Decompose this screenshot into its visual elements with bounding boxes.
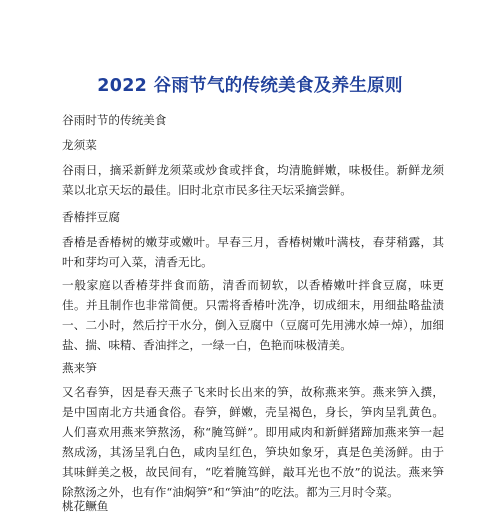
page-title: 2022 谷雨节气的传统美食及养生原则 — [97, 76, 403, 96]
section-heading-xiangchun: 香椿拌豆腐 — [62, 210, 120, 224]
section-heading-yanlaisun: 燕来笋 — [62, 361, 97, 375]
paragraph-xiangchun-2: 一般家庭以香椿芽拌食而筋，清香而韧软，以香椿嫩叶拌食豆腐，味更佳。并且制作也非常简便。只需将香椿叶洗净，切成细末，用细盐略盐渍一、二小时，然后拧干水分，倒入豆腐中（豆腐可先用沸水焯一焯），加细盐、揣、味精、香油拌之，一绿一白，色艳而味极清美。 — [62, 278, 444, 352]
section-heading-longxucai: 龙须菜 — [62, 138, 97, 152]
intro-heading: 谷雨时节的传统美食 — [62, 113, 167, 127]
paragraph-yanlaisun: 又名春笋，因是春天燕子飞来时长出来的笋，故称燕来笋。燕来笋入撰，是中国南北方共通食俗。春笋，鲜嫩，壳呈褐色，身长，笋肉呈乳黄色。人们喜欢用燕来笋熬汤，称“腌笃鲜”。即用咸肉和新鲜猪蹄加燕来笋一起熬成汤，其汤呈乳白色，咸肉呈红色，笋块如象牙，真是色美汤鲜。由于其味鲜美之极，故民间有，“吃着腌笃鲜，敲耳光也不放”的说法。燕来笋除熬汤之外，也有作“油焖笋”和“笋油”的吃法。都为三月时令菜。 — [62, 385, 444, 499]
section-heading-taohuaguiyu: 桃花鳜鱼 — [62, 499, 109, 513]
paragraph-xiangchun-1: 香椿是香椿树的嫩芽或嫩叶。早春三月，香椿树嫩叶满枝，春芽稍露，其叶和芽均可入菜，清香无比。 — [62, 235, 444, 269]
paragraph-longxucai: 谷雨日，摘采新鲜龙须菜或炒食或拌食，均清脆鲜嫩，味极佳。新鲜龙须菜以北京天坛的最佳。旧时北京市民多往天坛采摘尝鲜。 — [62, 163, 444, 197]
